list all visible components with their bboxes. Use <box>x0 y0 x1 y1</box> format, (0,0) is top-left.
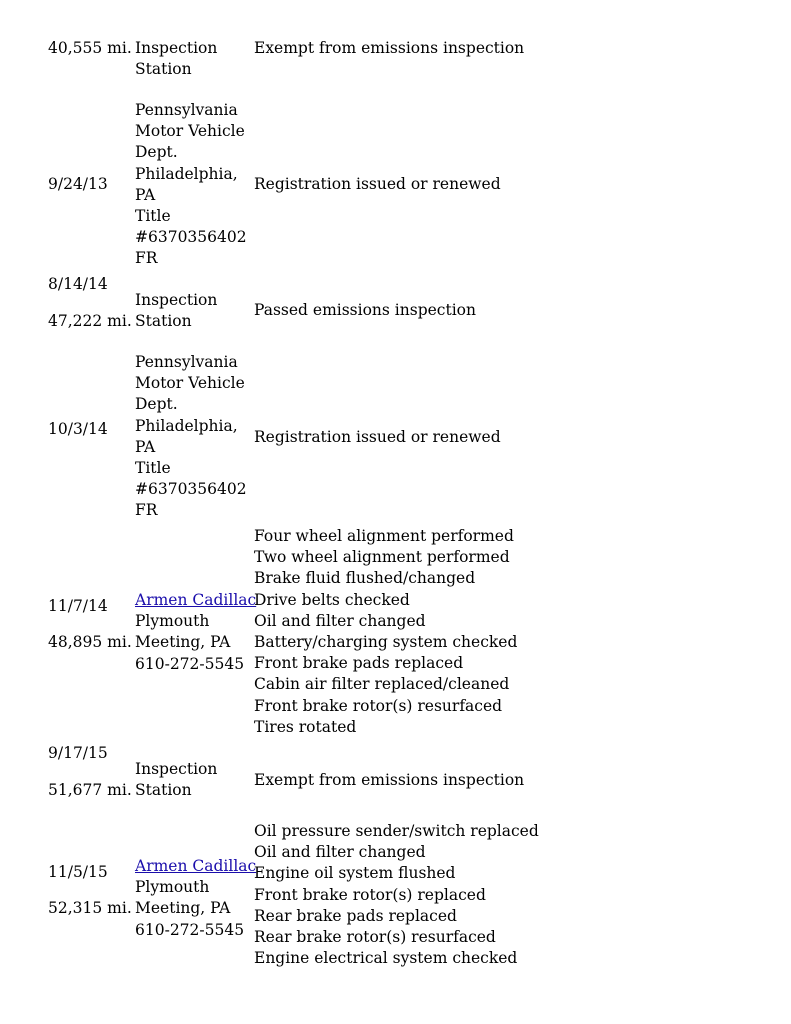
source-cell <box>135 856 257 941</box>
detail-line: Two wheel alignment performed <box>254 548 510 567</box>
mileage: 48,895 mi. <box>48 633 132 652</box>
detail-line: Brake fluid flushed/changed <box>254 569 476 588</box>
source-line: Title <box>135 206 171 225</box>
source-cell <box>135 352 253 522</box>
detail-line: Front brake rotor(s) replaced <box>254 885 486 904</box>
detail-line: Engine electrical system checked <box>254 949 518 968</box>
source-line: #6370356402 <box>135 480 247 499</box>
mileage: 47,222 mi. <box>48 312 132 331</box>
source-line: Plymouth <box>135 878 210 897</box>
source-line: Philadelphia, <box>135 164 238 183</box>
source-line: Station <box>135 60 192 79</box>
details-cell <box>254 174 734 195</box>
detail-line: Registration issued or renewed <box>254 428 501 446</box>
detail-line: Oil pressure sender/switch replaced <box>254 822 539 840</box>
detail-line: Cabin air filter replaced/cleaned <box>254 675 510 694</box>
date-cell <box>48 38 134 59</box>
mileage: 40,555 mi. <box>48 39 132 57</box>
source-line: Pennsylvania <box>135 353 238 371</box>
source-line: Inspection <box>135 39 218 57</box>
source-line: Title <box>135 458 171 477</box>
date: 9/17/15 <box>48 744 108 762</box>
source-line: #6370356402 <box>135 228 247 247</box>
source-line: Dept. <box>135 143 178 162</box>
detail-line: Exempt from emissions inspection <box>254 771 525 789</box>
source-line: FR <box>135 501 158 520</box>
source-line: PA <box>135 437 156 456</box>
source-cell <box>135 590 257 675</box>
source-line: Meeting, PA <box>135 899 231 918</box>
detail-line: Oil and filter changed <box>254 843 426 862</box>
details-cell <box>254 770 734 791</box>
details-cell <box>254 821 734 969</box>
details-cell <box>254 300 734 321</box>
source-line: Station <box>135 312 192 331</box>
source-line: PA <box>135 185 156 204</box>
source-line: Philadelphia, <box>135 416 238 435</box>
date: 10/3/14 <box>48 420 108 438</box>
source-line: Station <box>135 781 192 800</box>
detail-line: Oil and filter changed <box>254 611 426 630</box>
date: 11/7/14 <box>48 597 108 615</box>
source-line: Motor Vehicle <box>135 374 245 393</box>
detail-line: Tires rotated <box>254 717 357 736</box>
dealer-link[interactable]: Armen Cadillac <box>135 591 257 609</box>
detail-line: Rear brake rotor(s) resurfaced <box>254 927 496 946</box>
dealer-link[interactable]: Armen Cadillac <box>135 857 257 875</box>
source-line: Plymouth <box>135 612 210 631</box>
details-cell <box>254 38 734 59</box>
source-line: 610-272-5545 <box>135 920 245 939</box>
source-cell <box>135 38 253 80</box>
source-line: Pennsylvania <box>135 101 238 119</box>
source-line: FR <box>135 249 158 268</box>
source-line: Meeting, PA <box>135 633 231 652</box>
detail-line: Engine oil system flushed <box>254 864 456 883</box>
source-cell <box>135 100 253 270</box>
source-cell <box>135 290 253 332</box>
detail-line: Passed emissions inspection <box>254 301 476 319</box>
detail-line: Drive belts checked <box>254 590 410 609</box>
date-cell <box>48 862 134 919</box>
detail-line: Rear brake pads replaced <box>254 906 457 925</box>
source-line: Dept. <box>135 395 178 414</box>
date: 9/24/13 <box>48 175 108 193</box>
source-line: Inspection <box>135 760 218 778</box>
source-line: 610-272-5545 <box>135 654 245 673</box>
detail-line: Front brake pads replaced <box>254 654 464 673</box>
detail-line: Registration issued or renewed <box>254 175 501 193</box>
details-cell <box>254 526 734 738</box>
source-line: Motor Vehicle <box>135 122 245 141</box>
date-cell <box>48 743 134 801</box>
date-cell <box>48 596 134 653</box>
detail-line: Four wheel alignment performed <box>254 527 514 545</box>
date: 8/14/14 <box>48 275 108 293</box>
detail-line: Battery/charging system checked <box>254 632 518 651</box>
date-cell <box>48 274 134 332</box>
source-cell <box>135 759 253 801</box>
source-line: Inspection <box>135 291 218 309</box>
mileage: 51,677 mi. <box>48 781 132 800</box>
date-cell <box>48 419 134 440</box>
mileage: 52,315 mi. <box>48 899 132 918</box>
detail-line: Front brake rotor(s) resurfaced <box>254 696 503 715</box>
date: 11/5/15 <box>48 863 108 881</box>
detail-line: Exempt from emissions inspection <box>254 39 525 57</box>
date-cell <box>48 174 134 195</box>
details-cell <box>254 427 734 448</box>
